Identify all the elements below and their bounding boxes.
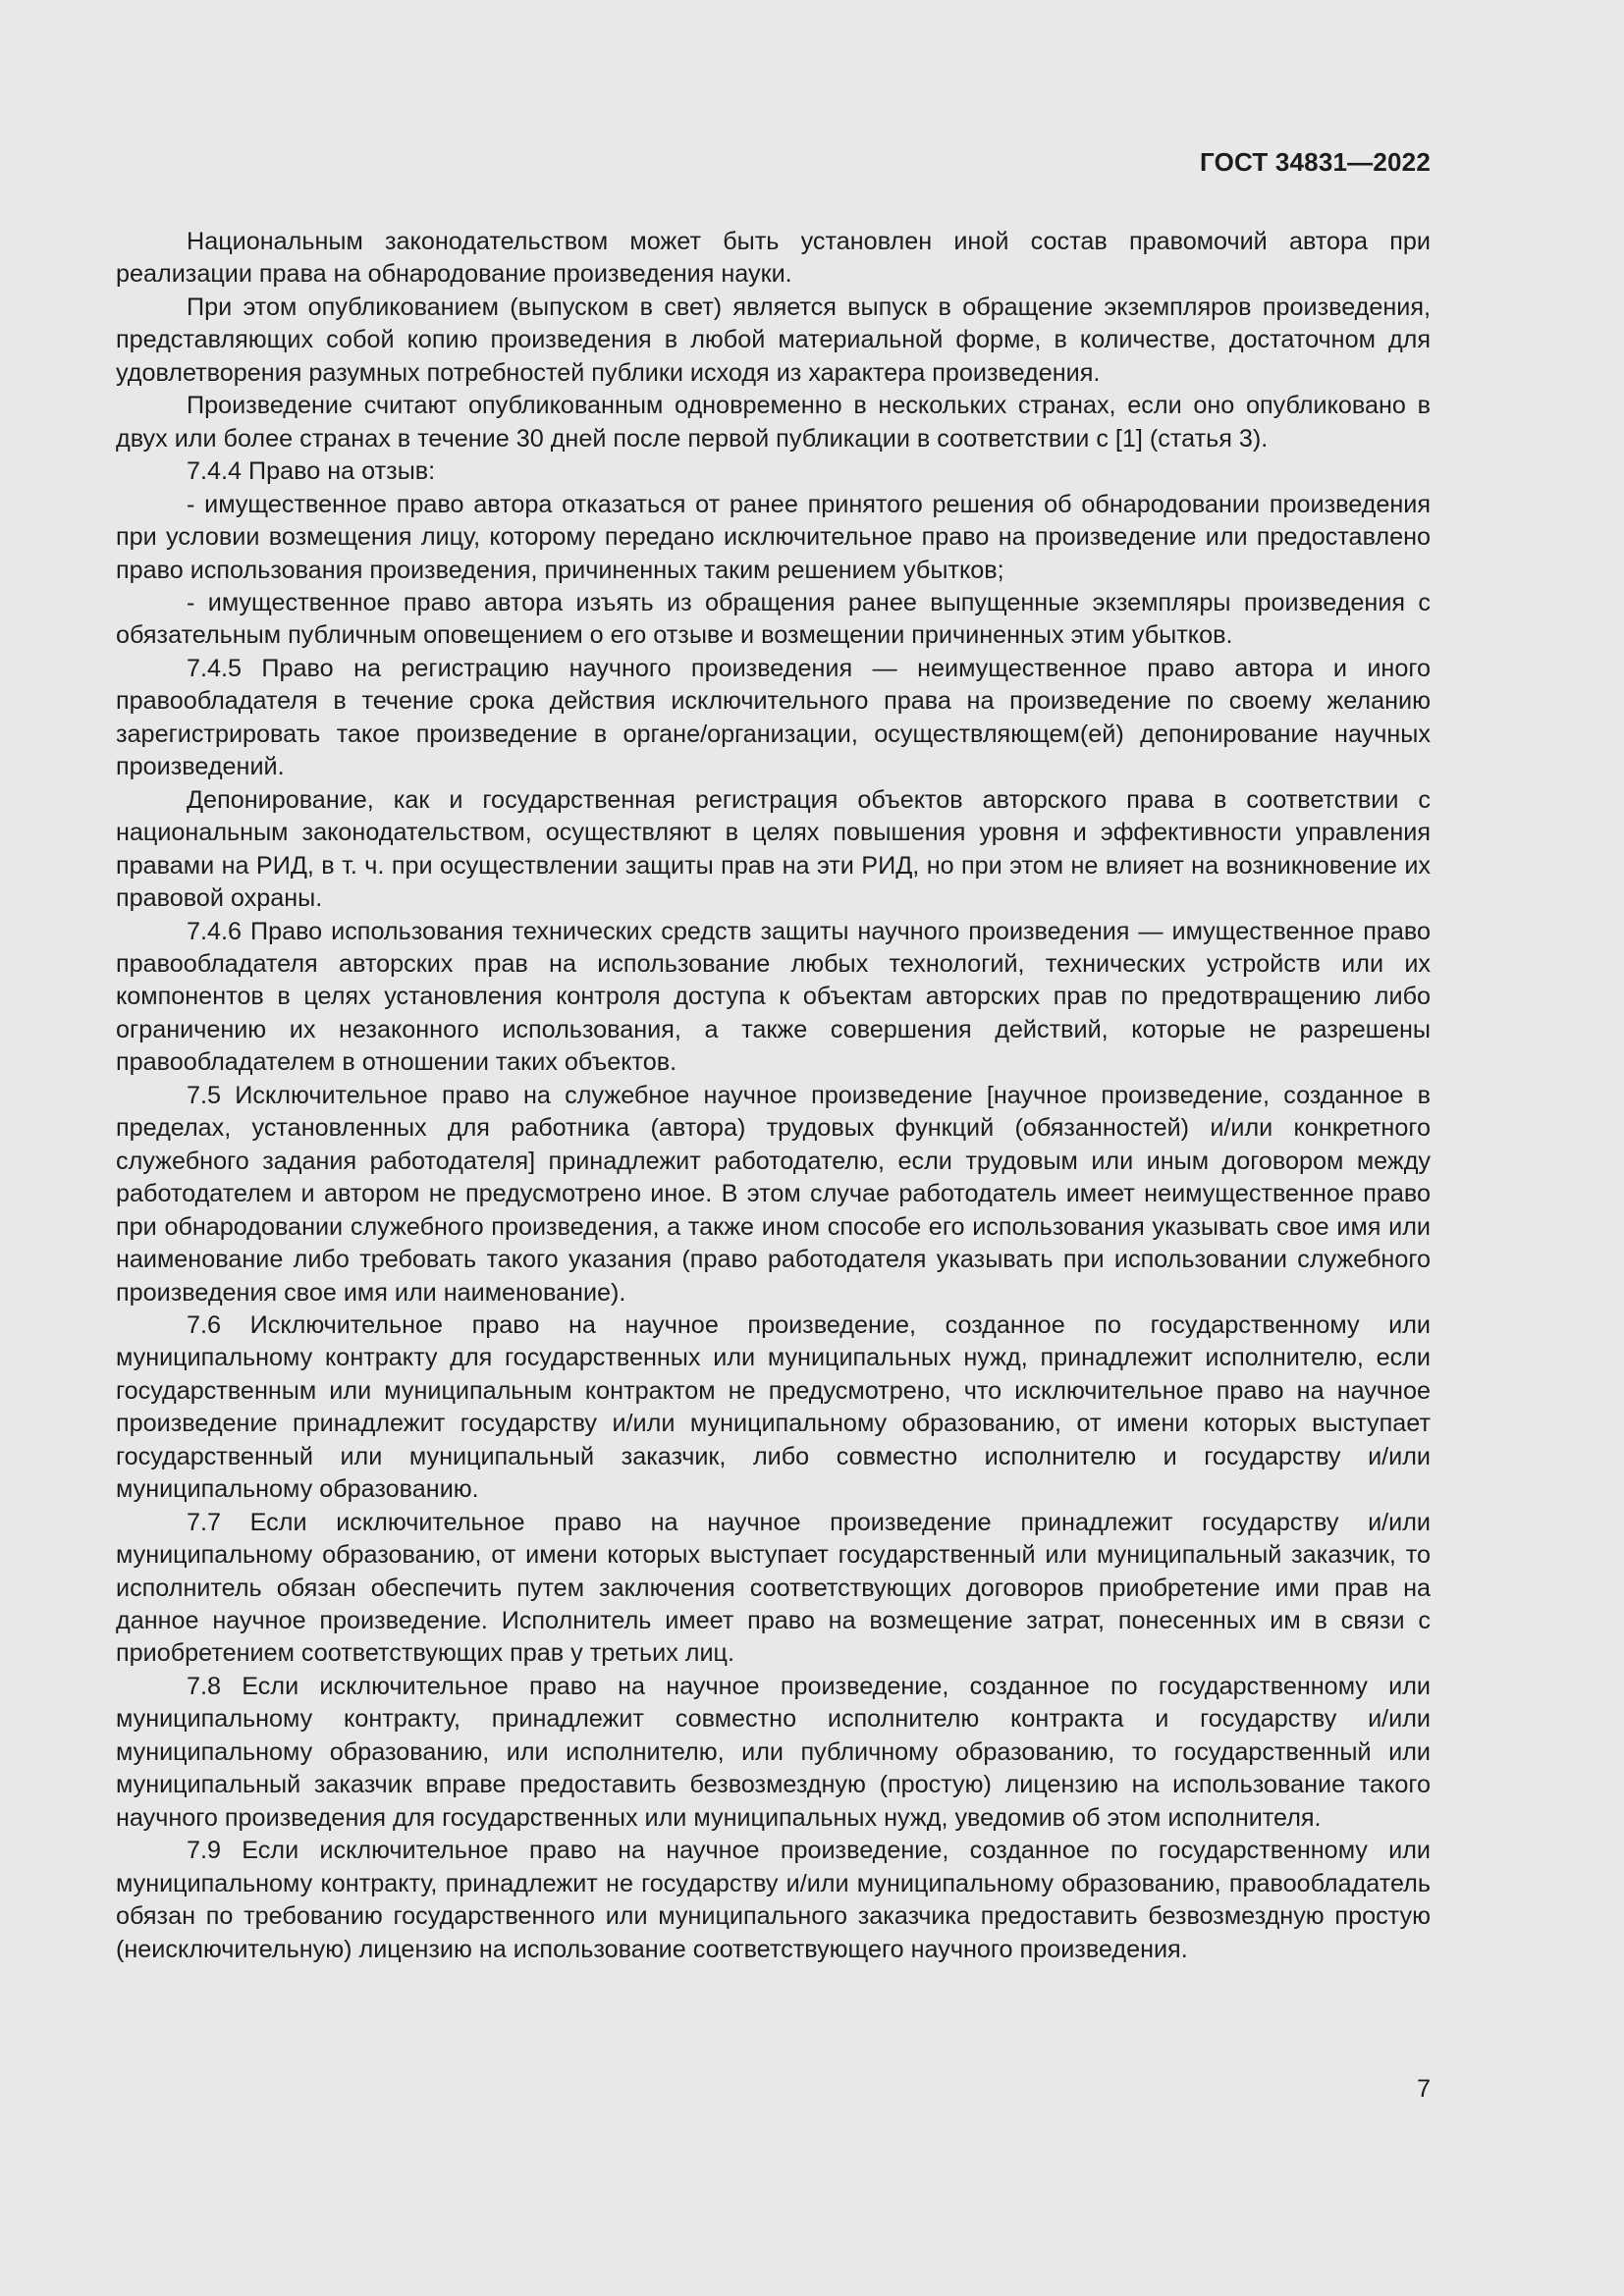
- paragraph: 7.4.6 Право использования технических средств защиты научного произведения — имущественное право правообладателя авторских прав на использование любых технологий, технических устройств или их компонентов в целях установления контроля доступа к объектам авторских прав по предотвращению либо ограничению их незаконного использования, а также совершения действий, которые не разрешены правообладателем в отношении таких объектов.: [116, 917, 1431, 1077]
- paragraph: 7.7 Если исключительное право на научное произведение принадлежит государству и/или муниципальному образованию, от имени которых выступает государственный или муниципальный заказчик, то исполнитель обязан обеспечить путем заключения соответствующих договоров приобретение ими прав на данное научное произведение. Исполнитель имеет право на возмещение затрат, понесенных им в связи с приобретением соответствующих прав у третьих лиц.: [116, 1508, 1431, 1668]
- paragraph: 7.4.4 Право на отзыв:: [187, 457, 436, 486]
- standard-id-header: ГОСТ 34831—2022: [1200, 147, 1431, 177]
- paragraph: 7.8 Если исключительное право на научное произведение, созданное по государственному или муниципальному контракту, принадлежит совместно исполнителю контракта и государству и/или муниципальному образованию, или исполнителю, или публичному образованию, то государственный или муниципальный заказчик вправе предоставить безвозмездную (простую) лицензию на использование такого научного произведения для государственных или муниципальных нужд, уведомив об этом исполнителя.: [116, 1672, 1431, 1832]
- paragraph: Депонирование, как и государственная регистрация объектов авторского права в соответствии с национальным законодательством, осуществляют в целях повышения уровня и эффективности управления правами на РИД, в т. ч. при осуществлении защиты прав на эти РИД, но при этом не влияет на возникновение их правовой охраны.: [116, 785, 1431, 913]
- paragraph: При этом опубликованием (выпуском в свет) является выпуск в обращение экземпляров произведения, представляющих собой копию произведения в любой материальной форме, в количестве, достаточном для удовлетворения разумных потребностей публики исходя из характера произведения.: [116, 293, 1431, 387]
- paragraph: 7.4.5 Право на регистрацию научного произведения — неимущественное право автора и иного правообладателя в течение срока действия исключительного права на произведение по своему желанию зарегистрировать такое произведение в органе/организации, осуществляющем(ей) депонирование научных произведений.: [116, 654, 1431, 781]
- paragraph: 7.9 Если исключительное право на научное произведение, созданное по государственному или муниципальному контракту, принадлежит не государству и/или муниципальному образованию, правообладатель обязан по требованию государственного или муниципального заказчика предоставить безвозмездную простую (неисключительную) лицензию на использование соответствующего научного произведения.: [116, 1837, 1431, 1963]
- paragraph: - имущественное право автора изъять из обращения ранее выпущенные экземпляры произведения с обязательным публичным оповещением о его отзыве и возмещении причиненных этим убытков.: [116, 588, 1431, 650]
- paragraph: - имущественное право автора отказаться от ранее принятого решения об обнародовании произведения при условии возмещения лицу, которому передано исключительное право на произведение или предоставлено право использования произведения, причиненных таким решением убытков;: [116, 490, 1431, 584]
- paragraph: 7.6 Исключительное право на научное произведение, созданное по государственному или муниципальному контракту для государственных или муниципальных нужд, принадлежит исполнителю, если государственным или муниципальным контрактом не предусмотрено, что исключительное право на научное произведение принадлежит государству и/или муниципальному образованию, от имени которых выступает государственный или муниципальный заказчик, либо совместно исполнителю и государству и/или муниципальному образованию.: [116, 1310, 1431, 1504]
- document-body: [116, 226, 1431, 1966]
- paragraph: 7.5 Исключительное право на служебное научное произведение [научное произведение, созданное в пределах, установленных для работника (автора) трудовых функций (обязанностей) и/или конкретного служебного задания работодателя] принадлежит работодателю, если трудовым или иным договором между работодателем и автором не предусмотрено иное. В этом случае работодатель имеет неимущественное право при обнародовании служебного произведения, а также ином способе его использования указывать свое имя или наименование либо требовать такого указания (право работодателя указывать при использовании служебного произведения свое имя или наименование).: [116, 1081, 1431, 1307]
- page-number: 7: [1417, 2075, 1431, 2103]
- paragraph: Национальным законодательством может быть установлен иной состав правомочий автора при реализации права на обнародование произведения науки.: [116, 228, 1431, 289]
- paragraph: Произведение считают опубликованным одновременно в нескольких странах, если оно опубликовано в двух или более странах в течение 30 дней после первой публикации в соответствии с [1] (статья 3).: [116, 392, 1431, 453]
